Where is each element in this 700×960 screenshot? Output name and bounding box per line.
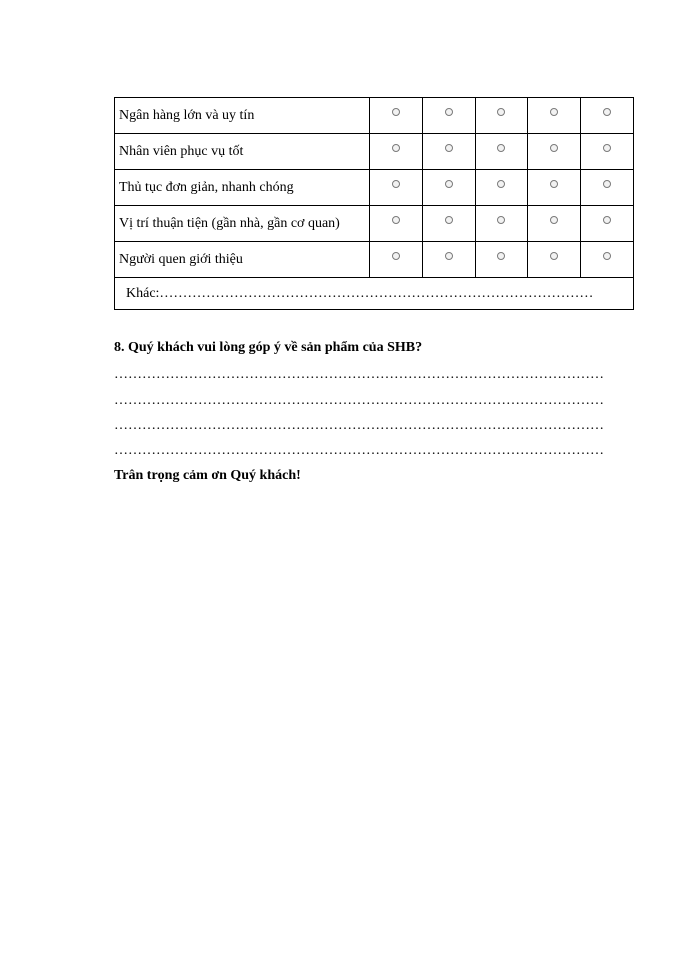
radio-button[interactable] <box>603 180 611 188</box>
survey-row <box>115 242 634 278</box>
radio-button[interactable] <box>603 108 611 116</box>
survey-row <box>115 206 634 242</box>
radio-button[interactable] <box>392 216 400 224</box>
radio-button[interactable] <box>550 108 558 116</box>
radio-button[interactable] <box>392 180 400 188</box>
radio-button[interactable] <box>445 108 453 116</box>
survey-table <box>114 97 634 310</box>
survey-option-cell <box>475 98 528 134</box>
survey-option-cell <box>528 98 581 134</box>
radio-button[interactable] <box>550 216 558 224</box>
survey-table-body <box>115 98 634 310</box>
answer-line-3[interactable]: …………………………………………………………………………………………… <box>114 418 604 433</box>
radio-button[interactable] <box>497 180 505 188</box>
survey-row-label: Ngân hàng lớn và uy tín <box>115 98 370 134</box>
survey-option-cell <box>528 170 581 206</box>
radio-button[interactable] <box>550 144 558 152</box>
radio-button[interactable] <box>392 108 400 116</box>
survey-option-cell <box>475 206 528 242</box>
survey-option-cell <box>370 134 423 170</box>
question-8-title: 8. Quý khách vui lòng góp ý về sản phẩm của SHB? <box>114 340 423 355</box>
survey-row <box>115 98 634 134</box>
answer-line-1[interactable]: …………………………………………………………………………………………… <box>114 367 604 382</box>
survey-option-cell <box>581 98 634 134</box>
survey-row <box>115 134 634 170</box>
survey-option-cell <box>422 170 475 206</box>
survey-option-cell <box>581 134 634 170</box>
radio-button[interactable] <box>445 180 453 188</box>
survey-option-cell <box>370 206 423 242</box>
radio-button[interactable] <box>550 252 558 260</box>
survey-option-cell <box>475 242 528 278</box>
survey-option-cell <box>528 242 581 278</box>
survey-option-cell <box>422 98 475 134</box>
survey-option-cell <box>370 170 423 206</box>
closing-text: Trân trọng cảm ơn Quý khách! <box>114 468 301 483</box>
answer-line-2[interactable]: …………………………………………………………………………………………… <box>114 393 604 408</box>
survey-option-cell <box>370 242 423 278</box>
other-label[interactable]: Khác:………………………………………………………………………………… <box>115 278 634 310</box>
survey-row-label: Vị trí thuận tiện (gần nhà, gần cơ quan) <box>115 206 370 242</box>
survey-option-cell <box>581 206 634 242</box>
radio-button[interactable] <box>603 144 611 152</box>
survey-option-cell <box>581 242 634 278</box>
survey-option-cell <box>528 134 581 170</box>
survey-row-label: Người quen giới thiệu <box>115 242 370 278</box>
survey-row-label: Nhân viên phục vụ tốt <box>115 134 370 170</box>
radio-button[interactable] <box>603 252 611 260</box>
survey-row-label: Thủ tục đơn giản, nhanh chóng <box>115 170 370 206</box>
survey-option-cell <box>370 98 423 134</box>
survey-option-cell <box>581 170 634 206</box>
radio-button[interactable] <box>392 144 400 152</box>
radio-button[interactable] <box>445 144 453 152</box>
survey-option-cell <box>422 242 475 278</box>
survey-option-cell <box>528 206 581 242</box>
survey-row <box>115 170 634 206</box>
radio-button[interactable] <box>392 252 400 260</box>
radio-button[interactable] <box>550 180 558 188</box>
radio-button[interactable] <box>445 216 453 224</box>
radio-button[interactable] <box>497 216 505 224</box>
survey-option-cell <box>475 134 528 170</box>
answer-line-4[interactable]: …………………………………………………………………………………………… <box>114 443 604 458</box>
survey-option-cell <box>422 134 475 170</box>
other-row <box>115 278 634 310</box>
radio-button[interactable] <box>497 108 505 116</box>
radio-button[interactable] <box>497 144 505 152</box>
radio-button[interactable] <box>497 252 505 260</box>
radio-button[interactable] <box>603 216 611 224</box>
radio-button[interactable] <box>445 252 453 260</box>
survey-option-cell <box>475 170 528 206</box>
survey-option-cell <box>422 206 475 242</box>
